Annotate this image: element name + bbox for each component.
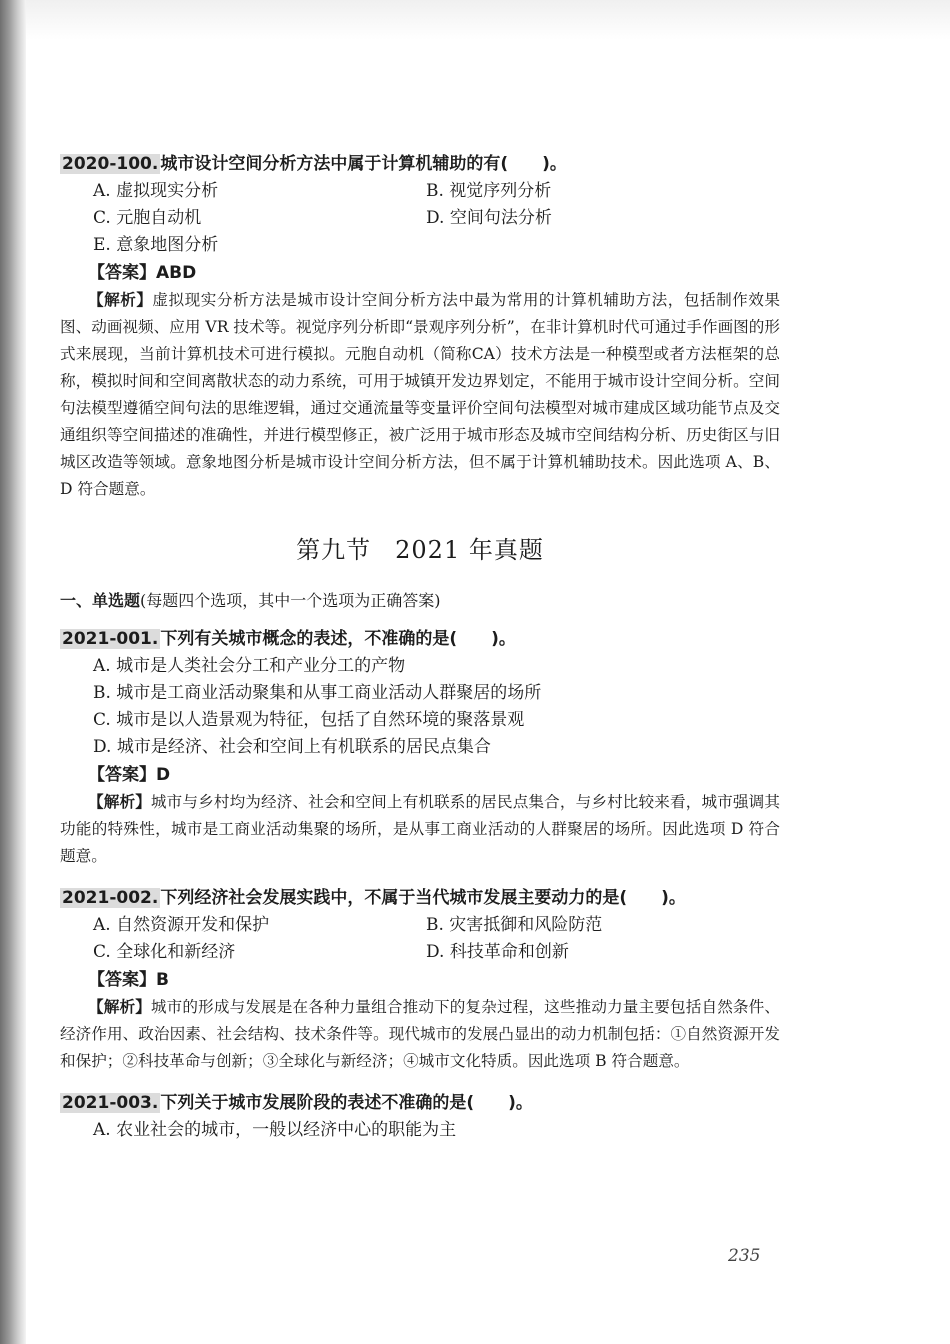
question-number: 2021-001.: [62, 629, 159, 649]
section-title-part: 第九节: [296, 536, 372, 564]
answer-label: 【答案】: [88, 765, 156, 785]
option-a: A. 农业社会的城市，一般以经济中心的职能为主: [93, 1120, 457, 1140]
page-content: [60, 150, 780, 1158]
answer-value: B: [156, 970, 169, 990]
answer: [88, 761, 780, 789]
option-e: E. 意象地图分析: [93, 235, 219, 255]
option-d: D. 科技革命和创新: [426, 942, 569, 962]
option-b: B. 视觉序列分析: [426, 181, 552, 201]
option-a: A. 虚拟现实分析: [93, 181, 219, 201]
explanation-text: 虚拟现实分析方法是城市设计空间分析方法中最为常用的计算机辅助方法，包括制作效果图、动画视频、应用 VR 技术等。视觉序列分析即“景观序列分析”，在非计算机时代可通过手作画图的形式来展现，当前计算机技术可进行模拟。元胞自动机（简称CA）技术方法是一种模型或者方法框架的总称，模拟时间和空间离散状态的动力系统，可用于城镇开发边界划定，不能用于城市设计空间分析。空间句法模型遵循空间句法的思维逻辑，通过交通流量等变量评价空间句法模型对城市建成区域功能节点及交通组织等空间描述的准确性，并进行模型修正，被广泛用于城市形态及城市空间结构分析、历史街区与旧城区改造等领域。意象地图分析是城市设计空间分析方法，但不属于计算机辅助技术。因此选项 A、B、D 符合题意。: [60, 291, 780, 498]
question-2020-100: [60, 150, 780, 503]
book-binding-shadow: [0, 0, 26, 1344]
answer: [88, 966, 780, 994]
question-text: 下列有关城市概念的表述，不准确的是( )。: [160, 629, 516, 649]
explanation-label: 【解析】: [88, 998, 151, 1016]
explanation-label: 【解析】: [88, 291, 153, 309]
options: [93, 653, 780, 761]
option-c: C. 全球化和新经济: [93, 942, 236, 962]
question-2021-003: [60, 1089, 780, 1144]
question-heading: [60, 625, 780, 653]
options: [93, 1117, 780, 1144]
option-a: A. 城市是人类社会分工和产业分工的产物: [93, 656, 406, 676]
answer-value: D: [156, 765, 171, 785]
option-d: D. 空间句法分析: [426, 208, 552, 228]
option-c: C. 元胞自动机: [93, 208, 202, 228]
page-number: 235: [728, 1246, 761, 1266]
question-text: 下列关于城市发展阶段的表述不准确的是( )。: [160, 1093, 533, 1113]
question-number: 2021-003.: [62, 1093, 159, 1113]
explanation-text: 城市与乡村均为经济、社会和空间上有机联系的居民点集合，与乡村比较来看，城市强调其功能的特殊性，城市是工商业活动集聚的场所，是从事工商业活动的人群聚居的场所。因此选项 D 符合题意。: [60, 793, 780, 865]
explanation: [60, 994, 780, 1075]
question-heading: [60, 884, 780, 912]
section-title-year: 2021 年真题: [395, 536, 544, 564]
explanation: [60, 287, 780, 503]
options: [93, 178, 780, 259]
question-number: 2020-100.: [62, 154, 159, 174]
page-top-shade: [0, 0, 950, 40]
explanation-text: 城市的形成与发展是在各种力量组合推动下的复杂过程，这些推动力量主要包括自然条件、经济作用、政治因素、社会结构、技术条件等。现代城市的发展凸显出的动力机制包括：①自然资源开发和保护；②科技革命与创新；③全球化与新经济；④城市文化特质。因此选项 B 符合题意。: [60, 998, 780, 1070]
answer-label: 【答案】: [88, 263, 156, 283]
section-subtitle-note: (每题四个选项，其中一个选项为正确答案): [140, 591, 441, 610]
options: [93, 912, 780, 966]
question-heading: [60, 150, 780, 178]
question-number: 2021-002.: [62, 888, 159, 908]
option-b: B. 灾害抵御和风险防范: [426, 915, 603, 935]
section-subtitle-type: 一、单选题: [60, 591, 141, 610]
section-subtitle: [60, 587, 780, 615]
explanation-label: 【解析】: [88, 793, 151, 811]
answer: [88, 259, 780, 287]
option-c: C. 城市是以人造景观为特征，包括了自然环境的聚落景观: [93, 710, 525, 730]
question-2021-002: [60, 884, 780, 1075]
question-2021-001: [60, 625, 780, 870]
question-text: 城市设计空间分析方法中属于计算机辅助的有( )。: [160, 154, 567, 174]
question-text: 下列经济社会发展实践中，不属于当代城市发展主要动力的是( )。: [160, 888, 686, 908]
option-d: D. 城市是经济、社会和空间上有机联系的居民点集合: [93, 737, 491, 757]
option-b: B. 城市是工商业活动聚集和从事工商业活动人群聚居的场所: [93, 683, 542, 703]
answer-label: 【答案】: [88, 970, 156, 990]
explanation: [60, 789, 780, 870]
section-title: [60, 533, 780, 567]
answer-value: ABD: [156, 263, 197, 283]
question-heading: [60, 1089, 780, 1117]
option-a: A. 自然资源开发和保护: [93, 915, 270, 935]
